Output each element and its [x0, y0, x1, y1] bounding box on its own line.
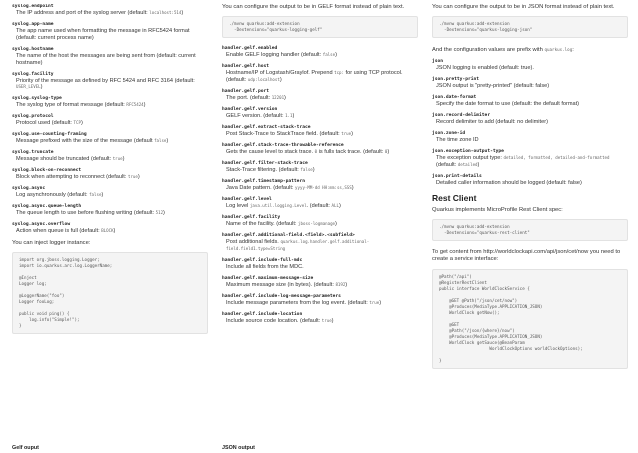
description-text: The queue length to use before flushing writing (default: [16, 210, 155, 217]
config-description [222, 221, 418, 228]
config-key: handler.gelf.include-log-message-parameters [222, 293, 341, 299]
config-description [12, 120, 208, 127]
description-text: Maximum message size (in bytes). (default: [226, 281, 334, 288]
config-key: handler.gelf.facility [222, 214, 281, 220]
config-description [12, 53, 208, 67]
inject-logger-text: You can inject logger instance: [12, 240, 91, 247]
config-item [432, 131, 628, 144]
config-description [222, 131, 418, 138]
description-tail: ) [387, 148, 390, 155]
config-description [222, 300, 418, 307]
config-item [432, 95, 628, 108]
description-text: JSON logging is enabled (default: true). [436, 65, 534, 72]
config-description [12, 138, 208, 145]
inline-code: ALL [331, 202, 339, 208]
config-item [432, 59, 628, 72]
config-key: syslog.use-counting-framing [12, 132, 87, 138]
inline-code: false [300, 166, 313, 172]
config-description [432, 83, 628, 90]
inline-code: false [322, 52, 336, 58]
code-line: ./mvnw quarkus:add-extension [439, 21, 510, 27]
config-item [432, 149, 628, 169]
config-item [12, 132, 208, 145]
service-interface-code [432, 269, 628, 369]
code-line: @Inject [19, 275, 37, 281]
json-config-list [432, 59, 628, 187]
rest-client-heading: Rest Client [432, 192, 477, 203]
description-text: Java Date pattern. (default: [226, 184, 294, 191]
config-item [12, 72, 208, 92]
config-item [222, 312, 418, 325]
description-text: Specify the date format to use (default: the default format) [436, 101, 580, 108]
syslog-config-list [12, 4, 208, 235]
description-text: Priority of the message as defined by RFC 5424 and RFC 3164 (default: [16, 77, 195, 84]
config-description [222, 185, 418, 192]
inline-code: true [112, 156, 123, 162]
gelf-intro-text: You can configure the output to be in GELF format instead of plain text. [222, 4, 405, 10]
description-text: The exception output type: [436, 155, 502, 162]
description-text: The time zone ID [436, 137, 479, 144]
config-description [12, 174, 208, 181]
inline-code: 0 [384, 148, 388, 154]
config-item [222, 64, 418, 84]
inline-code: TCP [73, 120, 81, 126]
code-line: log.info("Simple!"); [19, 317, 80, 323]
inline-code: udp:localhost [247, 76, 280, 82]
code-line: @GET [439, 321, 460, 327]
config-description [222, 264, 418, 271]
config-key: handler.gelf.version [222, 106, 278, 112]
config-key: handler.gelf.filter-stack-trace [222, 160, 308, 166]
description-tail: ) [379, 299, 382, 306]
config-item [432, 174, 628, 187]
code-line: @GET @Path("/json/cet/now") [439, 297, 518, 303]
description-tail: ) [351, 184, 354, 191]
column-json [432, 4, 628, 453]
config-key: syslog.protocol [12, 114, 54, 120]
code-line: WorldClockOptions worldClockOptions); [439, 345, 583, 351]
config-item [222, 143, 418, 156]
description-tail: ) [477, 162, 480, 169]
config-description [12, 192, 208, 199]
description-tail: ) [163, 210, 165, 217]
description-text: Log level [226, 202, 249, 209]
config-key: handler.gelf.include-location [222, 311, 303, 317]
config-item [222, 233, 418, 253]
code-line: ./mvnw quarkus:add-extension [439, 224, 510, 230]
code-line: Logger fooLog; [19, 299, 55, 305]
json-install-code [432, 16, 628, 38]
config-description [432, 119, 628, 126]
inline-code: false [154, 138, 167, 144]
config-description [222, 95, 418, 102]
description-tail: ) [113, 228, 116, 235]
config-key: syslog.truncate [12, 150, 54, 156]
description-text: The app name used when formatting the message in RFC5424 format (default: current process name) [16, 27, 190, 41]
inline-code: yyyy-MM-dd HH:mm:ss,SSS [295, 184, 352, 190]
config-description [12, 210, 208, 217]
config-item [222, 276, 418, 289]
code-line: public void ping() { [19, 311, 70, 317]
column-gelf [222, 4, 418, 453]
description-text: The name of the host the messages are being sent from (default: current hostname) [16, 52, 196, 66]
config-key: handler.gelf.timestamp-pattern [222, 178, 305, 184]
inline-code: 12201 [271, 94, 285, 100]
description-tail: ) [181, 10, 184, 16]
json-intro-text: You can configure the output to be in JSON format instead of plain text. [432, 4, 615, 10]
inline-code: true [127, 174, 138, 180]
description-text: Post Stack-Trace to StackTrace field. (default: [226, 130, 340, 137]
description-tail: ) [101, 192, 104, 199]
code-line: -Dextensions="quarkus-logging-gelf" [229, 27, 323, 33]
code-line: @RegisterRestClient [439, 279, 487, 285]
config-key: json.exception-output-type [432, 149, 504, 155]
description-tail: ) [40, 84, 43, 91]
description-text: Record delimiter to add (default: no delimiter) [436, 119, 548, 126]
description-text: Log asynchronously (default: [16, 192, 88, 199]
config-item [222, 294, 418, 307]
code-line: @Produces(MediaType.APPLICATION_JSON) [439, 303, 543, 309]
config-key: handler.gelf.level [222, 196, 272, 202]
config-key: syslog.async.queue-length [12, 204, 82, 210]
config-description [432, 180, 628, 187]
description-text: JSON output is "pretty-printed" (default: false) [436, 83, 550, 90]
config-item [222, 46, 418, 59]
config-key: json.zone-id [432, 131, 466, 137]
config-key: handler.gelf.stack-trace-throwable-reference [222, 142, 344, 148]
inline-code: USER_LEVEL [16, 84, 41, 90]
description-text: The IP address and port of the syslog server (default: [16, 10, 148, 16]
config-item [222, 125, 418, 138]
description-text: Include message parameters from the log event. (default: [226, 299, 368, 306]
json-prefix-text: And the configuration values are prefix with quarkus.log: [432, 47, 574, 54]
config-description [222, 149, 418, 156]
config-description [12, 156, 208, 163]
inline-code: jboss-logmanage [298, 220, 336, 226]
config-description [432, 137, 628, 144]
config-item [12, 114, 208, 127]
config-description [222, 282, 418, 289]
gelf-output-heading: Gelf ouput [12, 445, 39, 451]
config-key: syslog.async [12, 186, 46, 192]
config-item [12, 204, 208, 217]
description-tail: ) [279, 76, 282, 83]
config-description [222, 52, 418, 59]
config-item [12, 168, 208, 181]
config-key: handler.gelf.host [222, 64, 270, 70]
config-key: syslog.block-on-reconnect [12, 168, 82, 174]
config-item [432, 113, 628, 126]
inline-code: 8192 [335, 281, 346, 287]
config-key: syslog.syslog-type [12, 96, 62, 102]
code-line: @Produces(MediaType.APPLICATION_JSON) [439, 333, 543, 339]
config-key: json.print-details [432, 174, 482, 180]
inline-code: true [369, 299, 380, 305]
description-text: Include source code location. (default: [226, 317, 321, 324]
config-key: handler.gelf.port [222, 88, 270, 94]
description-text: Enable GELF logging handler (default: [226, 52, 322, 59]
inline-code: 1.1 [285, 112, 293, 118]
code-line: Logger log; [19, 281, 47, 287]
gelf-config-list [222, 46, 418, 324]
description-tail: ) [284, 94, 286, 101]
config-key: json.pretty-print [432, 77, 480, 83]
rest-install-code [432, 219, 628, 241]
config-item [12, 4, 208, 17]
description-tail: ) [312, 166, 315, 173]
description-text: The port. (default: [226, 94, 271, 101]
inline-code: BLOCK [101, 228, 114, 234]
inline-code: tcp: [334, 70, 344, 76]
config-key: json [432, 59, 444, 65]
code-line: public interface WorldClockService { [439, 285, 530, 291]
config-description [432, 155, 628, 169]
column-syslog [12, 4, 208, 453]
config-description [12, 10, 208, 17]
config-description [222, 70, 418, 84]
config-key: handler.gelf.enabled [222, 46, 278, 52]
config-description [432, 65, 628, 72]
config-description [222, 203, 418, 210]
description-tail: ) [292, 112, 295, 119]
code-line: } [439, 357, 442, 363]
inline-code: quarkus.log.handler.gelf.additional-field.field1.type=String [226, 238, 370, 251]
config-key: syslog.endpoint [12, 4, 54, 9]
config-item [222, 89, 418, 102]
config-item [12, 222, 208, 235]
config-key: syslog.facility [12, 71, 54, 77]
config-description [12, 102, 208, 109]
config-description [222, 167, 418, 174]
inline-code: 512 [155, 210, 164, 216]
code-line: @Path("/api") [439, 273, 472, 279]
code-line: WorldClock getNow(); [439, 309, 500, 315]
description-tail: ) [338, 202, 341, 209]
config-item [12, 47, 208, 67]
inline-code: false [89, 192, 102, 198]
description-tail: ) [143, 102, 146, 109]
description-text: Name of the facility. (default: [226, 220, 297, 227]
description-text: Stack-Trace filtering. (default: [226, 166, 299, 173]
description-tail: ) [80, 120, 83, 127]
inline-code: detailed [457, 162, 478, 168]
config-item [12, 22, 208, 42]
gelf-install-code [222, 16, 418, 38]
config-item [222, 107, 418, 120]
description-text: Detailed caller information should be logged (default: false) [436, 180, 582, 187]
code-line: import io.quarkus.arc.log.LoggerName; [19, 263, 113, 269]
json-output-heading: JSON output [222, 445, 255, 451]
inline-code: java.util.logging.Level [249, 202, 307, 208]
rest-get-text: To get content from http://worldclockapi.com/api/json/cet/now you need to create a service interface: [432, 249, 621, 263]
inline-code: detailed, formatted, detailed-and-formatted [503, 155, 610, 161]
rest-intro-text: Quarkus implements MicroProfile Rest Client spec: [432, 206, 563, 213]
config-key: syslog.hostname [12, 46, 54, 52]
description-text: Message prefixed with the size of the message (default [16, 138, 153, 145]
description-tail: for using TCP protocol. (default: [226, 70, 403, 83]
code-line: WorldClock getSauce(@BeanParam [439, 339, 525, 345]
config-key: handler.gelf.extract-stack-trace [222, 124, 311, 130]
config-description [432, 101, 628, 108]
description-text: GELF version. (default: [226, 112, 284, 119]
config-key: handler.gelf.maximum-message-size [222, 275, 314, 281]
code-line: ./mvnw quarkus:add-extension [229, 21, 300, 27]
code-line: } [19, 323, 22, 329]
code-line: @Path("/json/{where}/now") [439, 327, 515, 333]
config-description [12, 228, 208, 235]
description-text: Message should be truncated (default: [16, 156, 112, 163]
config-item [12, 186, 208, 199]
config-item [432, 77, 628, 90]
description-tail: ) [351, 130, 353, 137]
description-tail: ) [335, 220, 337, 227]
description-text: Include all fields from the MDC. [226, 263, 304, 270]
description-tail: ) [331, 317, 334, 324]
description-tail: ) [166, 138, 169, 145]
config-key: syslog.async.overflow [12, 222, 71, 228]
config-description [222, 239, 418, 253]
inline-code: true [341, 130, 352, 136]
inline-code: 0 [314, 148, 318, 154]
description-text: Post additional fields. [226, 238, 279, 245]
config-item [12, 150, 208, 163]
description-tail: ) [335, 52, 337, 59]
config-description [12, 78, 208, 92]
description-tail: is fulls tack trace. (default: [317, 148, 384, 155]
config-key: json.date-format [432, 95, 477, 101]
description-text: Protocol used (default: [16, 120, 72, 127]
description-text: Hostname/IP of Logstash/Graylof. Prepend [226, 70, 333, 77]
description-tail: ) [345, 281, 348, 288]
code-line: @LoggerName("foo") [19, 293, 65, 299]
code-line: -Dextensions="quarkus-logging-json" [439, 27, 533, 33]
code-line: import org.jboss.logging.Logger; [19, 257, 100, 263]
config-key: handler.gelf.additional-field.<field>.<subfield> [222, 232, 355, 238]
description-text: Action when queue is full (default: [16, 228, 100, 235]
description-tail: ) [122, 156, 125, 163]
prefix-code: quarkus.log [544, 47, 573, 53]
config-description [222, 113, 418, 120]
config-item [222, 197, 418, 210]
config-item [222, 215, 418, 228]
inline-code: RFC5424 [126, 102, 144, 108]
config-item [222, 161, 418, 174]
config-key: handler.gelf.include-full-mdc [222, 257, 303, 263]
config-item [12, 96, 208, 109]
description-tail: ) [137, 174, 140, 181]
description-tail: . (default: [306, 202, 330, 209]
config-item [222, 179, 418, 192]
config-description [12, 28, 208, 42]
config-key: json.record-delimiter [432, 113, 491, 119]
description-text: The syslog type of format message (default: [16, 102, 125, 109]
logger-code-block [12, 252, 208, 334]
code-line: -Dextensions="quarkus-rest-client" [439, 230, 530, 236]
inline-code: true [321, 317, 332, 323]
description-text: Gets the cause level to stack trace. [226, 148, 314, 155]
description-text: Block when attempting to reconnect (default: [16, 174, 127, 181]
inline-code: localhost:514 [149, 10, 182, 15]
config-description [222, 318, 418, 325]
config-item [222, 258, 418, 271]
config-key: syslog.app-name [12, 21, 54, 27]
description-tail: (default: [436, 162, 457, 169]
